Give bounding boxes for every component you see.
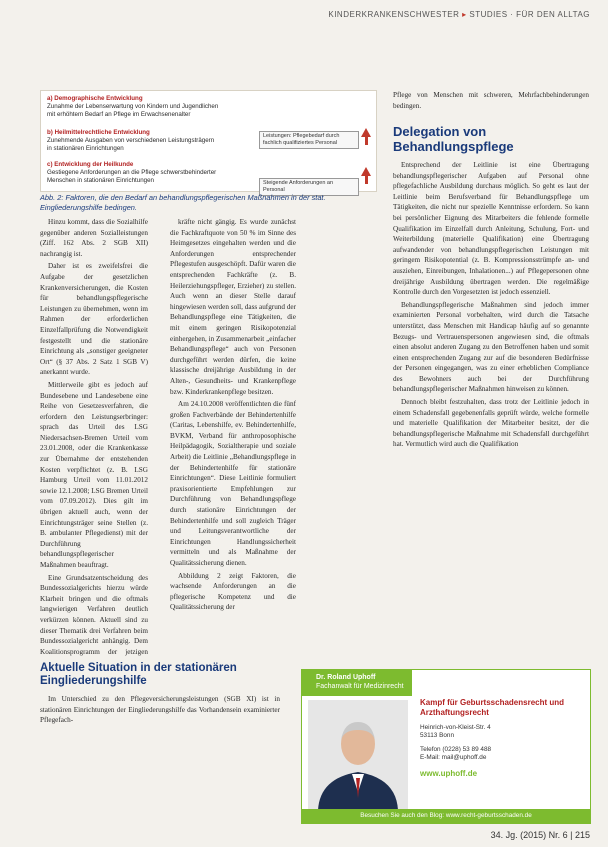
paragraph: Daher ist es zweifelsfrei die Aufgabe der gesetzlichen Krankenversicherungen, die Kosten für behandlungspflegerische Leistungen zu übernehmen, wenn im Rahmen der erforderlichen Einzelfallprüfung die Notwendigkeit festgestellt und die stationäre Einrichtung als „sonstiger geeigneter Ort“ (§ 37 Abs. 2 Satz 1 SGB V) anerkannt wurde. bbox=[40, 262, 148, 377]
figure-text: Zunahme der Lebenserwartung von Kindern und Jugendlichen bbox=[47, 103, 219, 110]
column-1-after bbox=[40, 694, 280, 814]
figure-text: Zunehmende Ausgaben von verschiedenen Leistungsträgern bbox=[47, 137, 215, 144]
figure-panel bbox=[40, 90, 377, 192]
figure-text: in stationären Einrichtungen bbox=[47, 145, 124, 152]
ad-title: Kampf für Geburtsschadensrecht und Arzthaftungsrecht bbox=[420, 698, 565, 717]
page-footer: 34. Jg. (2015) Nr. 6 | 215 bbox=[490, 830, 590, 840]
portrait-icon bbox=[308, 700, 408, 810]
figure-title: Demographische Entwicklung bbox=[54, 95, 143, 102]
header-right: FÜR DEN ALLTAG bbox=[516, 10, 590, 19]
paragraph: Im Unterschied zu den Pflegeversicherungsleistungen (SGB XI) ist in stationären Einrichtungen der Eingliederungshilfe das Vorhandensein examinierter Pflegefach- bbox=[40, 695, 280, 725]
figure-label: a) bbox=[47, 95, 53, 102]
arrow-stem bbox=[365, 176, 368, 184]
section-heading: Aktuelle Situation in der stationären Eingliederungshilfe bbox=[40, 662, 237, 687]
figure-title: Heilmittelrechtliche Entwicklung bbox=[54, 129, 150, 136]
figure-box-c: Steigende Anforderungen an Personal bbox=[259, 178, 359, 196]
ad-web-link[interactable]: www.uphoff.de bbox=[420, 769, 478, 778]
up-arrow-icon bbox=[361, 128, 371, 137]
figure-box-b: Leistungen: Pflegebedarf durch fachlich qualifiziertes Personal bbox=[259, 131, 359, 149]
header-mid: STUDIES bbox=[469, 10, 508, 19]
figure-item-b bbox=[47, 129, 214, 153]
arrow-stem bbox=[365, 137, 368, 145]
ad-name: Dr. Roland Uphoff bbox=[316, 674, 376, 681]
paragraph: Abbildung 2 zeigt Faktoren, die wachsende Anforderungen an die pflegerische Kompetenz und die Qualitätssicherung der bbox=[170, 571, 296, 612]
paragraph: Hinzu kommt, dass die Sozialhilfe gegenüber anderen Sozialleistungen (Ziff. 162 Abs. 2 SGB XII) nachrangig ist. bbox=[40, 218, 148, 258]
ad-details bbox=[420, 698, 584, 778]
header-sep2: · bbox=[510, 10, 517, 19]
section-heading: Delegation von Behandlungspflege bbox=[393, 124, 514, 154]
paragraph: Entsprechend der Leitlinie ist eine Übertragung behandlungspflegerischer Aufgaben auf Personal ohne pflegefachliche Ausbildung durchaus möglich. So geht es laut der Leitlinie beim Berufsverband für Behandlungspflege um Tätigkeiten, die nicht nur spezielle Kenntnisse erfordern. So kann bei persönlicher Eignung des Mitarbeiters die fehlende formelle Qualifikation im Einzelfall durch Anleitung, Schulung, Fort- und Weiterbildung (materielle Qualifikation) eine Übertragung aufwandender von behandlungspflegerischen Leistungen mit geringem Risikopotential (z. B. Kompressionsstrümpfe an- und ausziehen, Einreibungen, Inhalationen...) auf Pflegepersonen ohne dreijährige Ausbildung übertragen werden. Die regelmäßige Kontrolle durch den Vorgesetzten ist jedoch essenziell. bbox=[393, 161, 589, 297]
figure-item-c bbox=[47, 161, 216, 185]
paragraph: Behandlungspflegerische Maßnahmen sind jedoch immer examinierten Personal vorbehalten, wird durch die Tatsache unterstützt, dass Menschen mit Handicap häufig auf so genannte Bezugs- und Vertrauenspersonen angewiesen sind, die oftmals einen absolut anderen Zugang zu den Betroffenen haben und somit einen entsprechenden Zugang zur auf die besonderen Bedürfnisse der Personen eingegangen, was zu einer erheblichen Compliance des Bewohners auch bei der Durchführung behandlungspflegerischer Maßnahmen hinweisen zu können. bbox=[393, 300, 589, 394]
ad-header bbox=[302, 670, 412, 696]
column-3-intro bbox=[393, 90, 589, 118]
ad-footer[interactable]: Besuchen Sie auch den Blog: www.recht-geburtsschaden.de bbox=[302, 809, 590, 823]
ad-address: Heinrich-von-Kleist-Str. 4 bbox=[420, 724, 491, 731]
figure-item-a bbox=[47, 95, 218, 119]
portrait-photo bbox=[308, 700, 408, 810]
figure-text: Menschen in stationären Einrichtungen bbox=[47, 177, 154, 184]
ad-role: Fachanwalt für Medizinrecht bbox=[316, 683, 404, 690]
header-separator-icon: ▸ bbox=[462, 10, 470, 19]
running-header bbox=[328, 10, 590, 19]
paragraph: Mittlerweile gibt es jedoch auf Bundesebene und Landesebene eine Reihe von Gesetzesverfahren, die erfordern den Leistungserbringer: sprach das Urteil des LSG Niedersachsen-Bremen Urteil vom 23.01.2008, oder die Krankenkasse zur Übernahme der entstehenden Kosten verpflichtet (z. B. LSG Hamburg Urteil vom 11.01.2012 sowie 12.1.2008; LSG Bremen Urteil vom 07.09.2012). Dies gilt im übrigen aktuell auch, wenn der Einrichtungsträger seine Stellen (z. B. ambulanter Pflegedienst) mit der Durchführung behandlungspflegerischer Maßnahmen beauftragt. bbox=[40, 380, 148, 569]
paragraph: Eine Grundsatzentscheidung des Bundessozialgerichts hierzu würde Klarheit bringen und die oftmals langwierigen Verfahren deutlich verkürzen können. Aktuell sind zu dieser Thematik drei Verfahren beim Bundessozialgericht anhängig. Dem Koalitionsprogramm der jetzigen bbox=[40, 573, 148, 656]
paragraph: kräfte nicht gängig. Es wurde zunächst die Fachkraftquote von 50 % im Sinne des Heimgesetzes eingehalten werden und die Anforderungen entsprechender Pflegestufen ausgeschöpft. Dafür waren die entsprechenden Fachkräfte (z. B. Heilerziehungspfleger, Erzieher) zu stellen. Auch wenn an dieser Stelle darauf hingewiesen werden soll, dass aufgrund der Behandlungspflege eine Tätigkeiten, die mit einem geringen Risikopotenzial einhergehen, in Zusammenarbeit „einfacher Behandlungspflege“ auch von Personen durchgeführt werden dürfen, die keine klassische dreijährige Ausbildung in der Alten-, Gesundheits- und Krankenpflege bzw. Kinderkrankenpflege besitzen. bbox=[170, 218, 296, 396]
header-left: KINDERKRANKENSCHWESTER bbox=[328, 10, 460, 19]
column-2 bbox=[170, 217, 296, 657]
column-1 bbox=[40, 217, 148, 657]
up-arrow-icon bbox=[361, 167, 371, 176]
figure-text: mit erhöhtem Bedarf an Pflege im Erwachsenenalter bbox=[47, 111, 191, 118]
advertisement bbox=[301, 669, 591, 824]
ad-city: 53113 Bonn bbox=[420, 732, 454, 739]
figure-caption: Abb. 2: Faktoren, die den Bedarf an behandlungspflegerischen Maßnahmen in der stat. Eingliederungshilfe bedingen. bbox=[40, 193, 326, 212]
ad-phone: Telefon (0228) 53 89 488 bbox=[420, 746, 492, 753]
column-3 bbox=[393, 160, 589, 658]
paragraph: Dennoch bleibt festzuhalten, dass trotz der Leitlinie jedoch in einem Schadensfall gegebenenfalls geprüft würde, welche formelle und materielle Qualifikation der Mitarbeiter besitzt, der die behandlungspflegerische Maßnahme mit Schadensfall durchgeführt hat. Vermutlich wird auch die Qualifikation bbox=[393, 398, 589, 449]
figure-label: c) bbox=[47, 161, 53, 168]
figure-label: b) bbox=[47, 129, 53, 136]
ad-email[interactable]: E-Mail: mail@uphoff.de bbox=[420, 754, 487, 761]
paragraph: Am 24.10.2008 veröffentlichten die fünf großen Fachverbände der Behindertenhilfe (Caritas, Lebenshilfe, ev. Behindertenhilfe, BVKM, Verband für anthroposophische Heilpädagogik, Sozialtherapie und soziale Arbeit) die Leitlinie „Behandlungspflege in der Behindertenhilfe für stationäre Einrichtungen“. Diese Leitlinie formuliert praxisorientierte Empfehlungen zur Durchführung von Behandlungspflege durch stationäre Einrichtungen der Behindertenhilfe und soll zugleich Träger und Leitungsverantwortliche der Einrichtungen Handlungssicherheit vermitteln und als Maßnahme der Qualitätssicherung dienen. bbox=[170, 400, 296, 567]
paragraph: Pflege von Menschen mit schweren, Mehrfachbehinderungen bedingen. bbox=[393, 91, 589, 110]
figure-text: Gestiegene Anforderungen an die Pflege schwerstbehinderter bbox=[47, 169, 217, 176]
figure-title: Entwicklung der Heilkunde bbox=[54, 161, 134, 168]
